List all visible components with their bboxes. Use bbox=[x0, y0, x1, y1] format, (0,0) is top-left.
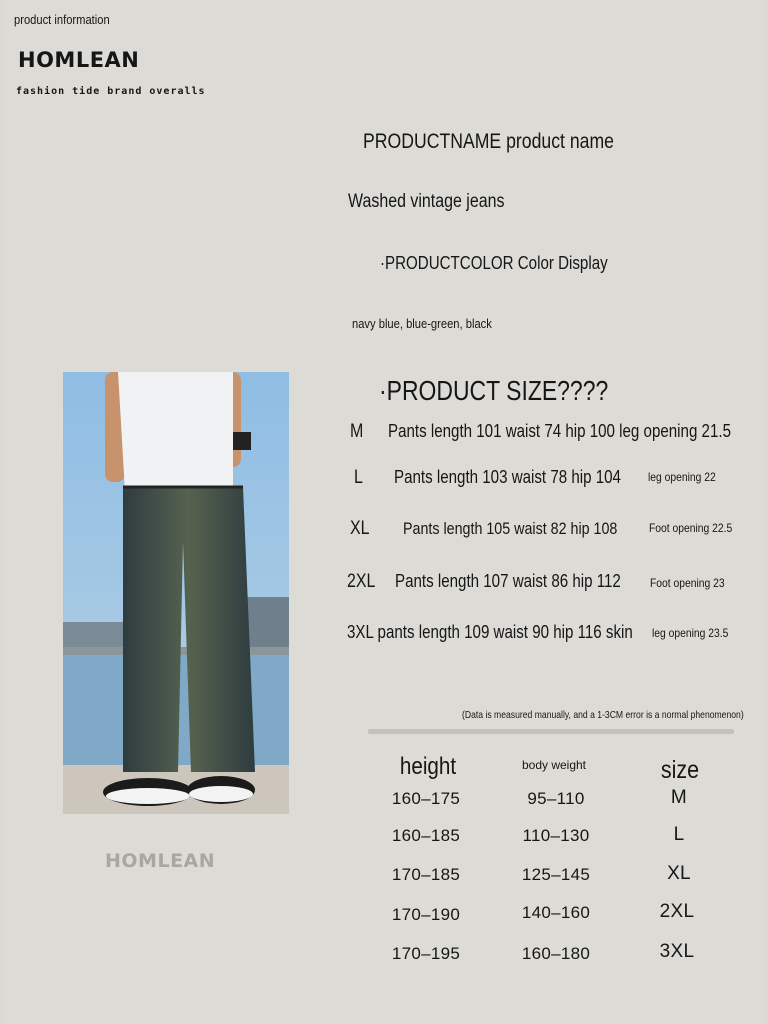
product-name-value: Washed vintage jeans bbox=[348, 191, 505, 212]
size-note-2xl: Foot opening 23 bbox=[650, 576, 725, 590]
table-cell-height: 160–185 bbox=[391, 826, 461, 845]
table-header-height: height bbox=[399, 753, 457, 780]
table-cell-weight: 160–180 bbox=[521, 944, 591, 963]
size-measures-l: Pants length 103 waist 78 hip 104 bbox=[394, 467, 621, 487]
brand-logo: HOMLEAN bbox=[18, 48, 140, 72]
table-cell-height: 170–185 bbox=[391, 865, 461, 884]
table-header-size: size bbox=[660, 756, 700, 784]
size-measures-m: Pants length 101 waist 74 hip 100 leg opening 21.5 bbox=[388, 421, 731, 441]
size-code-l: L bbox=[354, 467, 363, 488]
product-color-value: navy blue, blue-green, black bbox=[352, 316, 492, 331]
brand-tagline: fashion tide brand overalls bbox=[16, 86, 206, 97]
table-cell-size: 3XL bbox=[659, 941, 695, 962]
table-cell-size: L bbox=[673, 824, 685, 845]
table-cell-weight: 140–160 bbox=[521, 903, 591, 922]
divider bbox=[368, 729, 734, 734]
measurement-note: (Data is measured manually, and a 1-3CM error is a normal phenomenon) bbox=[462, 709, 744, 721]
table-cell-weight: 125–145 bbox=[521, 865, 591, 884]
table-cell-height: 170–190 bbox=[391, 905, 461, 924]
table-cell-weight: 95–110 bbox=[527, 789, 585, 808]
size-code-2xl: 2XL bbox=[347, 571, 376, 592]
table-cell-size: M bbox=[670, 787, 688, 808]
table-cell-weight: 110–130 bbox=[522, 826, 590, 845]
table-header-weight: body weight bbox=[521, 758, 587, 772]
table-cell-size: XL bbox=[667, 863, 691, 884]
size-code-m: M bbox=[350, 421, 364, 442]
size-measures-xl: Pants length 105 waist 82 hip 108 bbox=[403, 519, 618, 538]
header-label: product information bbox=[14, 12, 110, 27]
size-note-xl: Foot opening 22.5 bbox=[649, 521, 733, 535]
size-note-l: leg opening 22 bbox=[648, 470, 716, 484]
table-cell-height: 170–195 bbox=[391, 944, 461, 963]
product-color-heading: ·PRODUCTCOLOR Color Display bbox=[380, 253, 608, 273]
product-photo bbox=[63, 372, 289, 814]
product-size-heading: ·PRODUCT SIZE???? bbox=[379, 375, 609, 406]
size-code-xl: XL bbox=[350, 518, 370, 539]
size-measures-2xl: Pants length 107 waist 86 hip 112 bbox=[395, 571, 621, 591]
photo-brand-logo: HOMLEAN bbox=[105, 850, 216, 872]
size-note-3xl: leg opening 23.5 bbox=[652, 626, 729, 640]
size-measures-3xl: 3XL pants length 109 waist 90 hip 116 skin bbox=[347, 622, 633, 642]
table-cell-height: 160–175 bbox=[391, 789, 461, 808]
product-name-heading: PRODUCTNAME product name bbox=[363, 130, 614, 153]
table-cell-size: 2XL bbox=[659, 901, 695, 922]
